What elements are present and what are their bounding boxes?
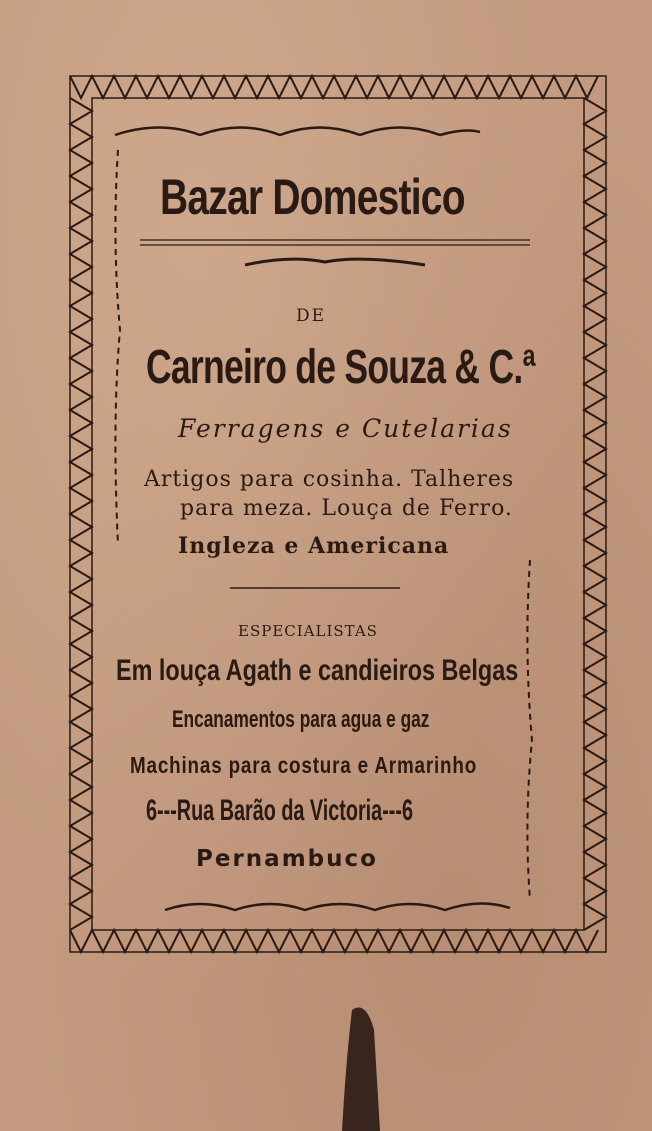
bottom-ornament xyxy=(165,903,510,910)
goods-line-1: Artigos para cosinha. Talheres xyxy=(144,467,515,492)
de-label: DE xyxy=(296,306,327,326)
left-vine-ornament xyxy=(115,150,120,545)
specialty-1: Em louça Agath e candieiros Belgas xyxy=(116,654,519,687)
vine-ornament xyxy=(115,128,480,136)
address: 6---Rua Barão da Victoria---6 xyxy=(146,794,413,827)
ink-stain xyxy=(342,1008,380,1131)
goods-line-2: para meza. Louça de Ferro. xyxy=(180,496,513,521)
specialty-2: Encanamentos para agua e gaz xyxy=(172,706,430,733)
firm-name: Carneiro de Souza & C.ª xyxy=(146,341,535,394)
trade-subtitle: Ferragens e Cutelarias xyxy=(178,414,513,443)
specialists-heading: ESPECIALISTAS xyxy=(238,622,378,640)
city-name: Pernambuco xyxy=(196,846,378,872)
right-vine-ornament xyxy=(527,560,532,900)
specialty-3: Machinas para costura e Armarinho xyxy=(130,752,478,778)
title-rule xyxy=(140,240,530,265)
shop-title: Bazar Domestico xyxy=(160,169,465,225)
goods-line-3: Ingleza e Americana xyxy=(178,533,450,559)
